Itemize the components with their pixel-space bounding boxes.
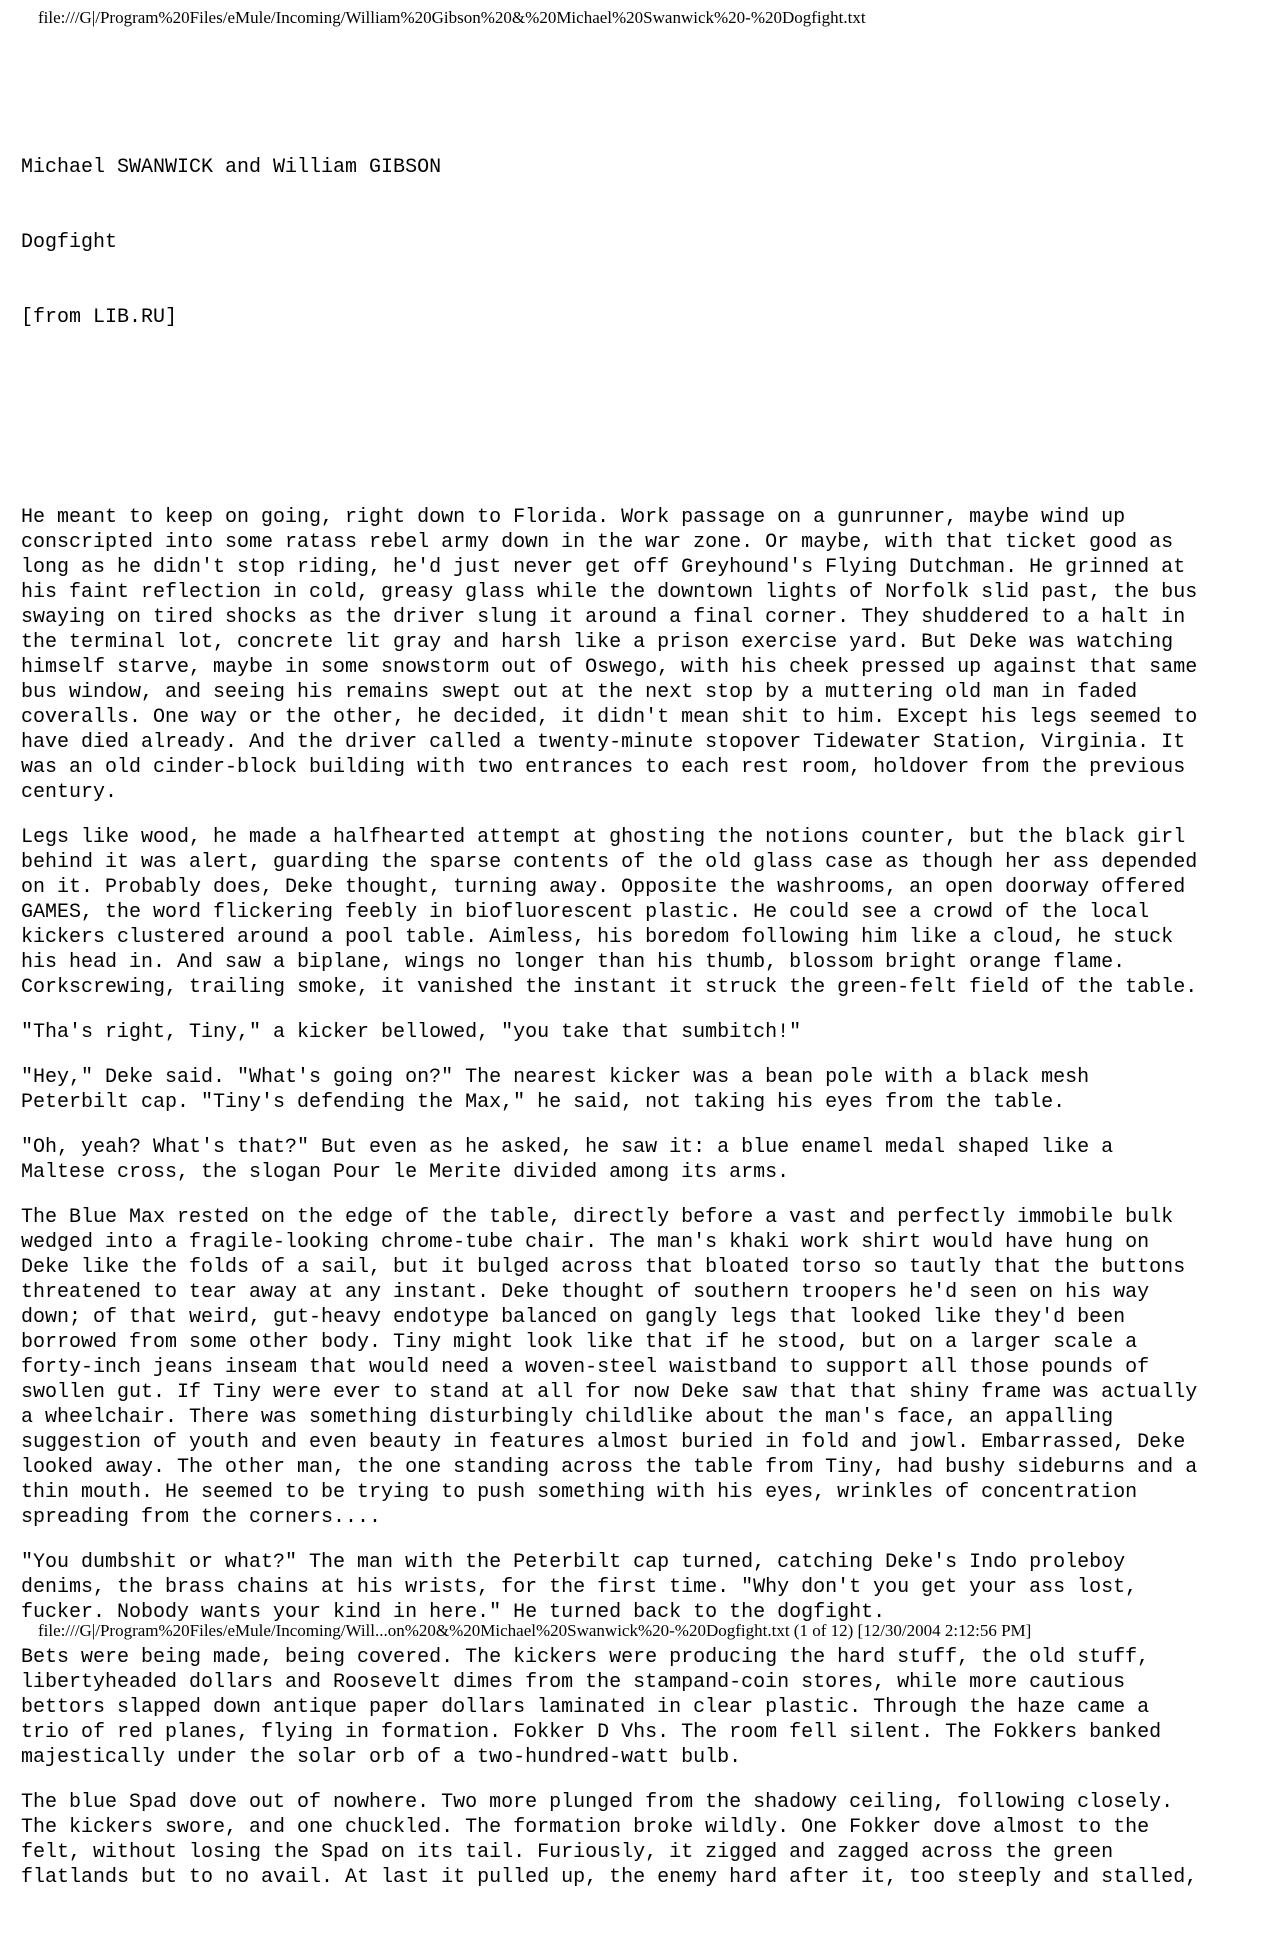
paragraph — [21, 1135, 1197, 1185]
text-line: the terminal lot, concrete lit gray and harsh like a prison exercise yard. But Deke was watching — [21, 631, 1174, 654]
text-line: have died already. And the driver called a twenty-minute stopover Tidewater Station, Virginia. It — [21, 731, 1186, 754]
title-line: Dogfight — [21, 231, 118, 254]
text-line: thin mouth. He seemed to be trying to push something with his eyes, wrinkles of concentration — [21, 1481, 1138, 1504]
document-meta — [21, 105, 1197, 380]
text-line: suggestion of youth and even beauty in features almost buried in fold and jowl. Embarrassed, Deke — [21, 1431, 1186, 1454]
text-line: The Blue Max rested on the edge of the table, directly before a vast and perfectly immobile bulk — [21, 1206, 1174, 1229]
text-line: fucker. Nobody wants your kind in here." He turned back to the dogfight. — [21, 1601, 886, 1624]
source-line: [from LIB.RU] — [21, 306, 178, 329]
paragraph — [21, 1550, 1197, 1625]
paragraph — [21, 505, 1197, 805]
text-line: wedged into a fragile-looking chrome-tube chair. The man's khaki work shirt would have hung on — [21, 1231, 1150, 1254]
paragraph — [21, 1065, 1197, 1115]
text-line: swollen gut. If Tiny were ever to stand at all for now Deke saw that that shiny frame was actually — [21, 1381, 1198, 1404]
text-line: Maltese cross, the slogan Pour le Merite divided among its arms. — [21, 1161, 790, 1184]
text-line: "Oh, yeah? What's that?" But even as he asked, he saw it: a blue enamel medal shaped like a — [21, 1136, 1114, 1159]
text-line: Peterbilt cap. "Tiny's defending the Max," he said, not taking his eyes from the table. — [21, 1091, 1066, 1114]
text-line: borrowed from some other body. Tiny might look like that if he stood, but on a larger scale a — [21, 1331, 1138, 1354]
paragraph — [21, 1205, 1197, 1530]
text-line: Bets were being made, being covered. The kickers were producing the hard stuff, the old stuff, — [21, 1646, 1150, 1669]
text-line: his faint reflection in cold, greasy glass while the downtown lights of Norfolk slid past, the bus — [21, 581, 1198, 604]
text-line: "Tha's right, Tiny," a kicker bellowed, "you take that sumbitch!" — [21, 1021, 802, 1044]
paragraph — [21, 825, 1197, 1000]
text-line: a wheelchair. There was something disturbingly childlike about the man's face, an appalling — [21, 1406, 1114, 1429]
text-line: threatened to tear away at any instant. Deke thought of southern troopers he'd seen on his way — [21, 1281, 1150, 1304]
document-body — [21, 55, 1197, 1935]
paragraphs — [21, 505, 1197, 1890]
text-line: on it. Probably does, Deke thought, turning away. Opposite the washrooms, an open doorway offered — [21, 876, 1186, 899]
text-line: looked away. The other man, the one standing across the table from Tiny, had bushy sideburns and a — [21, 1456, 1198, 1479]
text-line: was an old cinder-block building with two entrances to each rest room, holdover from the previous — [21, 756, 1186, 779]
text-line: trio of red planes, flying in formation. Fokker D Vhs. The room fell silent. The Fokkers banked — [21, 1721, 1162, 1744]
text-line: Deke like the folds of a sail, but it bulged across that bloated torso so tautly that the buttons — [21, 1256, 1186, 1279]
text-line: denims, the brass chains at his wrists, for the first time. "Why don't you get your ass lost, — [21, 1576, 1138, 1599]
text-line: Legs like wood, he made a halfhearted attempt at ghosting the notions counter, but the black girl — [21, 826, 1186, 849]
text-line: bus window, and seeing his remains swept out at the next stop by a muttering old man in faded — [21, 681, 1138, 704]
text-line: Corkscrewing, trailing smoke, it vanished the instant it struck the green-felt field of the table. — [21, 976, 1198, 999]
text-line: century. — [21, 781, 118, 804]
text-line: The kickers swore, and one chuckled. The formation broke wildly. One Fokker dove almost to the — [21, 1816, 1150, 1839]
page-footer-url: file:///G|/Program%20Files/eMule/Incoming/Will...on%20&%20Michael%20Swanwick%20-%20Dogfight.txt (1 of 12) [12/30/2004 2:12:56 PM] — [38, 1621, 1032, 1640]
text-line: coveralls. One way or the other, he decided, it didn't mean shit to him. Except his legs seemed to — [21, 706, 1198, 729]
text-line: spreading from the corners.... — [21, 1506, 382, 1529]
text-line: "You dumbshit or what?" The man with the Peterbilt cap turned, catching Deke's Indo proleboy — [21, 1551, 1126, 1574]
text-line: down; of that weird, gut-heavy endotype balanced on gangly legs that looked like they'd been — [21, 1306, 1126, 1329]
text-line: GAMES, the word flickering feebly in biofluorescent plastic. He could see a crowd of the local — [21, 901, 1150, 924]
text-line: his head in. And saw a biplane, wings no longer than his thumb, blossom bright orange flame. — [21, 951, 1126, 974]
text-line: bettors slapped down antique paper dollars laminated in clear plastic. Through the haze came a — [21, 1696, 1150, 1719]
text-line: forty-inch jeans inseam that would need a woven-steel waistband to support all those pounds of — [21, 1356, 1150, 1379]
text-line: himself starve, maybe in some snowstorm out of Oswego, with his cheek pressed up against that same — [21, 656, 1198, 679]
text-line: felt, without losing the Spad on its tail. Furiously, it zigged and zagged across the green — [21, 1841, 1114, 1864]
authors-line: Michael SWANWICK and William GIBSON — [21, 156, 442, 179]
text-line: He meant to keep on going, right down to Florida. Work passage on a gunrunner, maybe wind up — [21, 506, 1126, 529]
text-line: swaying on tired shocks as the driver slung it around a final corner. They shuddered to a halt in — [21, 606, 1186, 629]
text-line: conscripted into some ratass rebel army down in the war zone. Or maybe, with that ticket good as — [21, 531, 1174, 554]
text-line: The blue Spad dove out of nowhere. Two more plunged from the shadowy ceiling, following closely. — [21, 1791, 1174, 1814]
text-line: long as he didn't stop riding, he'd just never get off Greyhound's Flying Dutchman. He grinned at — [21, 556, 1186, 579]
text-line: behind it was alert, guarding the sparse contents of the old glass case as though her ass depended — [21, 851, 1198, 874]
text-line: majestically under the solar orb of a two-hundred-watt bulb. — [21, 1746, 742, 1769]
text-line: libertyheaded dollars and Roosevelt dimes from the stampand-coin stores, while more cautious — [21, 1671, 1126, 1694]
paragraph — [21, 1645, 1197, 1770]
text-line: kickers clustered around a pool table. Aimless, his boredom following him like a cloud, he stuck — [21, 926, 1174, 949]
text-line: flatlands but to no avail. At last it pulled up, the enemy hard after it, too steeply and stalled, — [21, 1866, 1198, 1889]
paragraph — [21, 1790, 1197, 1890]
paragraph — [21, 1020, 1197, 1045]
page-header-url: file:///G|/Program%20Files/eMule/Incoming/William%20Gibson%20&%20Michael%20Swanwick%20-%20Dogfight.txt — [38, 8, 866, 27]
text-line: "Hey," Deke said. "What's going on?" The nearest kicker was a bean pole with a black mesh — [21, 1066, 1090, 1089]
